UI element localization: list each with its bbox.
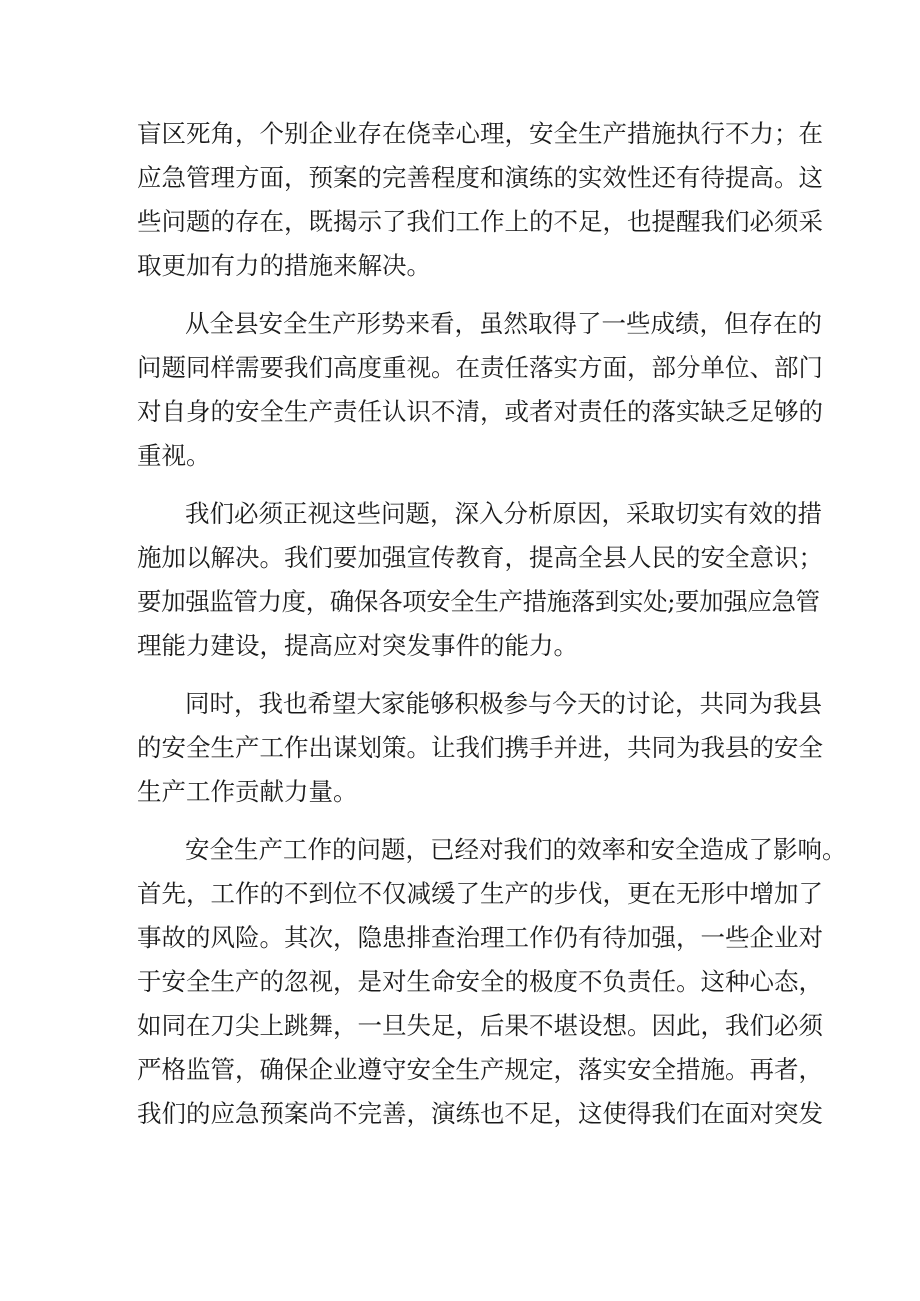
paragraph: [137, 302, 823, 478]
text-line: 的安全生产工作出谋划策。让我们携手并进，共同为我县的安全: [137, 733, 823, 762]
text-line: 事故的风险。其次，隐患排查治理工作仍有待加强，一些企业对: [137, 923, 823, 952]
paragraph-spacer: [137, 478, 797, 492]
text-line: 安全生产工作的问题，已经对我们的效率和安全造成了影响。: [185, 835, 847, 864]
text-line: 理能力建设，提高应对突发事件的能力。: [137, 631, 578, 660]
paragraph: [137, 112, 823, 288]
text-line: 些问题的存在，既揭示了我们工作上的不足，也提醒我们必须采: [137, 207, 823, 236]
text-line: 严格监管，确保企业遵守安全生产规定，落实安全措施。再者，: [137, 1055, 823, 1084]
text-line: 施加以解决。我们要加强宣传教育，提高全县人民的安全意识；: [137, 543, 823, 572]
paragraph: [137, 682, 823, 814]
text-line: 于安全生产的忽视，是对生命安全的极度不负责任。这种心态，: [137, 967, 823, 996]
text-line: 取更加有力的措施来解决。: [137, 251, 431, 280]
text-line: 问题同样需要我们高度重视。在责任落实方面，部分单位、部门: [137, 353, 823, 382]
paragraph-spacer: [137, 814, 797, 828]
paragraph: [137, 492, 823, 668]
paragraph-spacer: [137, 288, 797, 302]
text-line: 我们的应急预案尚不完善，演练也不足，这使得我们在面对突发: [137, 1099, 823, 1128]
text-line: 我们必须正视这些问题，深入分析原因，采取切实有效的措: [185, 499, 822, 528]
text-line: 同时，我也希望大家能够积极参与今天的讨论，共同为我县: [185, 689, 822, 718]
text-line: 要加强监管力度，确保各项安全生产措施落到实处;要加强应急管: [137, 587, 820, 616]
text-line: 从全县安全生产形势来看，虽然取得了一些成绩，但存在的: [185, 309, 822, 338]
text-line: 如同在刀尖上跳舞，一旦失足，后果不堪设想。因此，我们必须: [137, 1011, 823, 1040]
text-line: 应急管理方面，预案的完善程度和演练的实效性还有待提高。这: [137, 163, 823, 192]
paragraph: [137, 828, 847, 1136]
text-line: 首先，工作的不到位不仅减缓了生产的步伐，更在无形中增加了: [137, 879, 823, 908]
body-text: [137, 112, 847, 1136]
text-line: 生产工作贡献力量。: [137, 777, 358, 806]
paragraph-spacer: [137, 668, 797, 682]
text-line: 盲区死角，个别企业存在侥幸心理，安全生产措施执行不力；在: [137, 119, 823, 148]
text-line: 对自身的安全生产责任认识不清，或者对责任的落实缺乏足够的: [137, 397, 823, 426]
text-line: 重视。: [137, 441, 211, 470]
